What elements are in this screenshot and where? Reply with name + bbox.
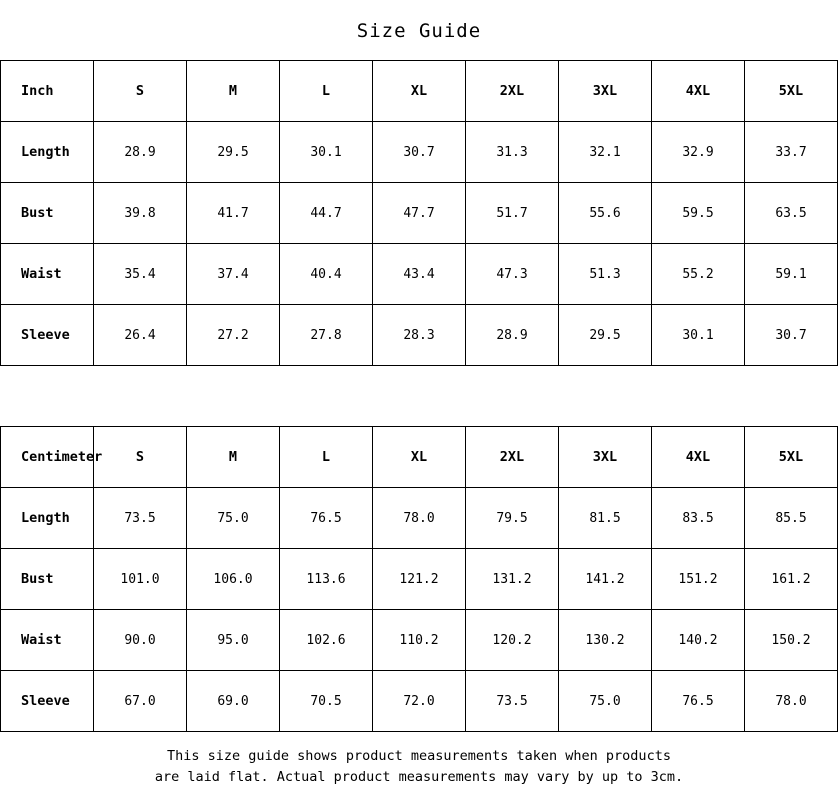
row-label-bust: Bust [1,183,94,244]
cell: 33.7 [745,122,838,183]
cell: 79.5 [466,488,559,549]
footer-line-1: This size guide shows product measurements taken when products [167,748,671,764]
cell: 83.5 [652,488,745,549]
cell: 78.0 [745,671,838,732]
cell: 78.0 [373,488,466,549]
cell: 106.0 [187,549,280,610]
cell: 40.4 [280,244,373,305]
cell: 67.0 [94,671,187,732]
column-header-4xl: 4XL [652,61,745,122]
cell: 30.1 [280,122,373,183]
cell: 43.4 [373,244,466,305]
cell: 110.2 [373,610,466,671]
cell: 41.7 [187,183,280,244]
column-header-l: L [280,427,373,488]
column-header-4xl: 4XL [652,427,745,488]
cell: 101.0 [94,549,187,610]
table-header-row [1,61,838,122]
cell: 121.2 [373,549,466,610]
cell: 28.9 [94,122,187,183]
cell: 69.0 [187,671,280,732]
table-row [1,549,838,610]
row-label-waist: Waist [1,610,94,671]
footer-line-2: are laid flat. Actual product measurements may vary by up to 3cm. [154,769,684,785]
cell: 30.1 [652,305,745,366]
cell: 76.5 [280,488,373,549]
cell: 51.7 [466,183,559,244]
cell: 70.5 [280,671,373,732]
cell: 30.7 [373,122,466,183]
cell: 29.5 [187,122,280,183]
column-header-m: M [187,61,280,122]
size-table-inch [0,60,838,366]
cell: 151.2 [652,549,745,610]
column-header-m: M [187,427,280,488]
cell: 29.5 [559,305,652,366]
row-label-waist: Waist [1,244,94,305]
cell: 120.2 [466,610,559,671]
table-row [1,244,838,305]
cell: 37.4 [187,244,280,305]
cell: 131.2 [466,549,559,610]
row-label-sleeve: Sleeve [1,671,94,732]
cell: 55.2 [652,244,745,305]
cell: 28.9 [466,305,559,366]
column-header-5xl: 5XL [745,61,838,122]
unit-label-centimeter: Centimeter [1,427,94,488]
cell: 75.0 [559,671,652,732]
row-label-length: Length [1,488,94,549]
cell: 26.4 [94,305,187,366]
cell: 102.6 [280,610,373,671]
cell: 28.3 [373,305,466,366]
table-row [1,671,838,732]
cell: 161.2 [745,549,838,610]
cell: 27.8 [280,305,373,366]
cell: 73.5 [94,488,187,549]
cell: 44.7 [280,183,373,244]
cell: 55.6 [559,183,652,244]
cell: 150.2 [745,610,838,671]
table-header-row [1,427,838,488]
column-header-xl: XL [373,61,466,122]
cell: 32.1 [559,122,652,183]
cell: 141.2 [559,549,652,610]
size-table-centimeter [0,426,838,732]
table-separator [0,366,838,426]
column-header-s: S [94,427,187,488]
column-header-xl: XL [373,427,466,488]
cell: 63.5 [745,183,838,244]
cell: 95.0 [187,610,280,671]
table-row [1,488,838,549]
table-row [1,183,838,244]
cell: 31.3 [466,122,559,183]
column-header-l: L [280,61,373,122]
column-header-5xl: 5XL [745,427,838,488]
table-row [1,122,838,183]
cell: 27.2 [187,305,280,366]
cell: 76.5 [652,671,745,732]
cell: 113.6 [280,549,373,610]
cell: 81.5 [559,488,652,549]
row-label-sleeve: Sleeve [1,305,94,366]
cell: 85.5 [745,488,838,549]
cell: 72.0 [373,671,466,732]
footer-note [0,732,838,788]
cell: 39.8 [94,183,187,244]
cell: 90.0 [94,610,187,671]
column-header-2xl: 2XL [466,61,559,122]
page-title: Size Guide [356,20,482,42]
cell: 73.5 [466,671,559,732]
cell: 140.2 [652,610,745,671]
column-header-3xl: 3XL [559,61,652,122]
cell: 47.3 [466,244,559,305]
column-header-3xl: 3XL [559,427,652,488]
cell: 59.5 [652,183,745,244]
row-label-bust: Bust [1,549,94,610]
table-row [1,610,838,671]
cell: 32.9 [652,122,745,183]
cell: 35.4 [94,244,187,305]
column-header-s: S [94,61,187,122]
column-header-2xl: 2XL [466,427,559,488]
cell: 59.1 [745,244,838,305]
cell: 47.7 [373,183,466,244]
cell: 30.7 [745,305,838,366]
cell: 130.2 [559,610,652,671]
cell: 51.3 [559,244,652,305]
row-label-length: Length [1,122,94,183]
table-row [1,305,838,366]
cell: 75.0 [187,488,280,549]
unit-label-inch: Inch [1,61,94,122]
